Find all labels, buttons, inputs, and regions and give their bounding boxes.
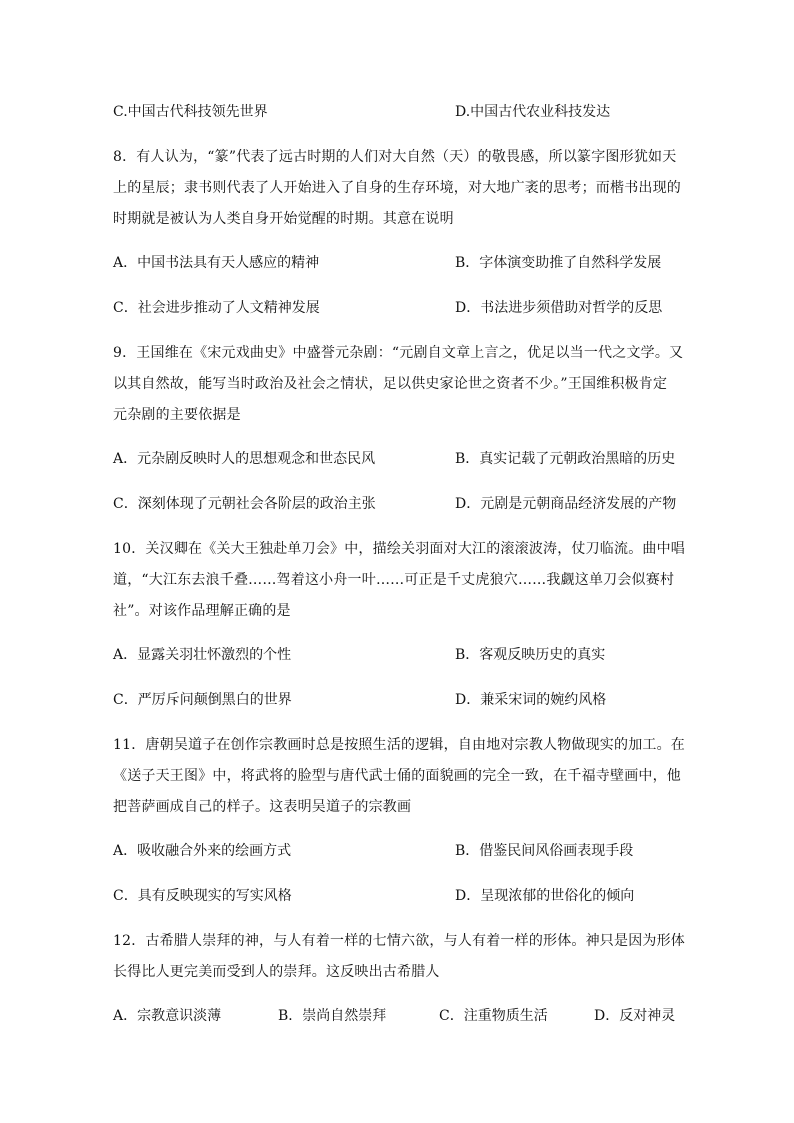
q11-options-row-2 bbox=[113, 884, 683, 908]
q12-options-row bbox=[113, 1004, 683, 1028]
q9-option-a: A．元杂剧反映时人的思想观念和世态民风 bbox=[113, 451, 376, 467]
prev-question-options-row bbox=[113, 100, 683, 124]
q10-option-a: A．显露关羽壮怀激烈的个性 bbox=[113, 647, 292, 663]
q9-options-row-2 bbox=[113, 492, 683, 516]
q9-option-d: D．元剧是元朝商品经济发展的产物 bbox=[455, 496, 677, 512]
q8-options-row-1 bbox=[113, 251, 683, 275]
q8-option-d: D．书法进步须借助对哲学的反思 bbox=[455, 300, 663, 316]
q9-stem-line-3: 元杂剧的主要依据是 bbox=[113, 407, 241, 423]
q12-option-b: B．崇尚自然崇拜 bbox=[278, 1008, 387, 1024]
q11-stem-line-3: 把菩萨画成自己的样子。这表明吴道子的宗教画 bbox=[113, 799, 412, 815]
q12-option-a: A．宗教意识淡薄 bbox=[113, 1008, 222, 1024]
q8-option-b: B．字体演变助推了自然科学发展 bbox=[455, 255, 662, 271]
q10-options-row-2 bbox=[113, 688, 683, 712]
q9-options-row-1 bbox=[113, 447, 683, 471]
q11-option-b: B．借鉴民间风俗画表现手段 bbox=[455, 843, 634, 859]
q11-option-a: A．吸收融合外来的绘画方式 bbox=[113, 843, 292, 859]
q8-option-c: C．社会进步推动了人文精神发展 bbox=[113, 300, 320, 316]
q10-options-row-1 bbox=[113, 643, 683, 667]
q11-option-c: C．具有反映现实的写实风格 bbox=[113, 888, 292, 904]
q11-stem-line-2: 《送子天王图》中，将武将的脸型与唐代武士俑的面貌画的完全一致，在千福寺壁画中，他 bbox=[113, 768, 681, 784]
q10-stem-line-3: 社”。对该作品理解正确的是 bbox=[113, 603, 291, 619]
q11-option-d: D．呈现浓郁的世俗化的倾向 bbox=[455, 888, 635, 904]
q9-stem-line-2: 以其自然故，能写当时政治及社会之情状，足以供史家论世之资者不少。”王国维积极肯定 bbox=[113, 376, 668, 392]
q12-option-c: C．注重物质生活 bbox=[439, 1008, 548, 1024]
q9-option-c: C．深刻体现了元朝社会各阶层的政治主张 bbox=[113, 496, 376, 512]
q10-option-b: B．客观反映历史的真实 bbox=[455, 647, 606, 663]
q10-option-d: D．兼采宋词的婉约风格 bbox=[455, 692, 607, 708]
q12-stem-line-1: 12．古希腊人崇拜的神，与人有着一样的七情六欲，与人有着一样的形体。神只是因为形体 bbox=[113, 933, 686, 949]
q11-stem-line-1: 11．唐朝吴道子在创作宗教画时总是按照生活的逻辑，自由地对宗教人物做现实的加工。在 bbox=[113, 737, 686, 753]
q8-stem-line-2: 上的星辰；隶书则代表了人开始进入了自身的生存环境，对大地广袤的思考；而楷书出现的 bbox=[113, 180, 681, 196]
q12-option-d: D．反对神灵 bbox=[594, 1008, 676, 1024]
q12-stem-line-2: 长得比人更完美而受到人的崇拜。这反映出古希腊人 bbox=[113, 964, 440, 980]
option-d: D.中国古代农业科技发达 bbox=[455, 104, 611, 120]
q10-stem-line-1: 10．关汉卿在《关大王独赴单刀会》中，描绘关羽面对大江的滚滚波涛，仗刀临流。曲中唱 bbox=[113, 541, 686, 557]
q11-options-row-1 bbox=[113, 839, 683, 863]
q8-options-row-2 bbox=[113, 296, 683, 320]
q9-stem-line-1: 9．王国维在《宋元戏曲史》中盛誉元杂剧：“元剧自文章上言之，优足以当一代之文学。又 bbox=[113, 345, 684, 361]
q10-stem-line-2: 道，“大江东去浪千叠……驾着这小舟一叶……可正是千丈虎狼穴……我觑这单刀会似赛村 bbox=[113, 572, 675, 588]
q8-option-a: A．中国书法具有天人感应的精神 bbox=[113, 255, 320, 271]
q9-option-b: B．真实记载了元朝政治黑暗的历史 bbox=[455, 451, 676, 467]
option-c: C.中国古代科技领先世界 bbox=[113, 104, 268, 120]
q8-stem-line-3: 时期就是被认为人类自身开始觉醒的时期。其意在说明 bbox=[113, 211, 454, 227]
q8-stem-line-1: 8．有人认为，“篆”代表了远古时期的人们对大自然（天）的敬畏感，所以篆字图形犹如天 bbox=[113, 149, 677, 165]
q10-option-c: C．严厉斥问颠倒黑白的世界 bbox=[113, 692, 292, 708]
